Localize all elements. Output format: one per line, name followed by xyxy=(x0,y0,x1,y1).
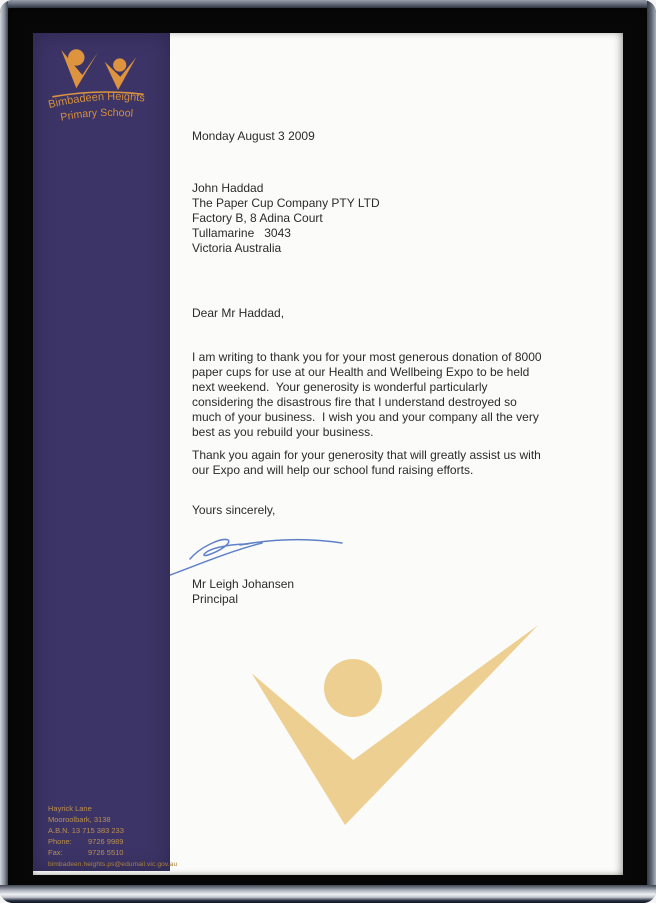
logo-figure-small-head xyxy=(113,58,126,71)
paragraph-line: paper cups for use at our Health and Wellbeing Expo to be held xyxy=(192,365,530,379)
letterhead-sidebar xyxy=(33,33,178,871)
recipient-line: The Paper Cup Company PTY LTD xyxy=(192,196,380,210)
phone-value: 9726 9989 xyxy=(88,837,124,846)
fax-label: Fax: xyxy=(48,848,63,857)
paragraph-line: our Expo and will help our school fund raising efforts. xyxy=(192,463,474,477)
frame-bezel-top xyxy=(0,0,656,8)
recipient-line: Victoria Australia xyxy=(192,241,282,255)
school-street: Hayrick Lane xyxy=(48,804,92,813)
paragraph-line: next weekend. Your generosity is wonderful particularly xyxy=(192,380,488,394)
frame-bezel-right xyxy=(647,0,656,903)
letter-date: Monday August 3 2009 xyxy=(192,129,315,143)
phone-row xyxy=(48,836,177,847)
recipient-line: Factory B, 8 Adina Court xyxy=(192,211,323,225)
school-abn: A.B.N. 13 715 383 233 xyxy=(48,826,124,835)
svg-text:Primary School xyxy=(60,107,134,124)
letter-page xyxy=(33,33,623,875)
frame-bezel-left xyxy=(0,0,8,903)
fax-row xyxy=(48,847,177,858)
paragraph-line: best as you rebuild your business. xyxy=(192,425,374,439)
signatory-title: Principal xyxy=(192,592,239,606)
closing: Yours sincerely, xyxy=(192,503,276,517)
body-paragraph-2 xyxy=(192,448,541,478)
school-logo-icon xyxy=(33,33,170,133)
school-suburb: Mooroolbark, 3138 xyxy=(48,815,111,824)
frame-bezel-bottom xyxy=(0,885,656,903)
paragraph-line: Thank you again for your generosity that will greatly assist us with xyxy=(192,448,541,462)
recipient-line: John Haddad xyxy=(192,181,264,195)
phone-label: Phone: xyxy=(48,837,72,846)
recipient-line: Tullamarine 3043 xyxy=(192,226,291,240)
signatory-block xyxy=(192,577,294,607)
school-name-line1: Bimbadeen Heights xyxy=(47,90,146,112)
school-name-line2: Primary School xyxy=(59,106,134,124)
school-contact-block xyxy=(48,803,177,868)
recipient-address xyxy=(192,181,380,256)
paragraph-line: considering the disastrous fire that I understand destroyed so xyxy=(192,395,517,409)
paragraph-line: much of your business. I wish you and your company all the very xyxy=(192,410,539,424)
paragraph-line: I am writing to thank you for your most generous donation of 8000 xyxy=(192,350,542,364)
salutation: Dear Mr Haddad, xyxy=(192,306,285,320)
fax-value: 9726 5510 xyxy=(88,848,124,857)
school-email: bimbadeen.heights.ps@edumail.vic.gov.au xyxy=(48,861,178,868)
signatory-name: Mr Leigh Johansen xyxy=(192,577,295,591)
body-paragraph-1 xyxy=(192,350,542,440)
